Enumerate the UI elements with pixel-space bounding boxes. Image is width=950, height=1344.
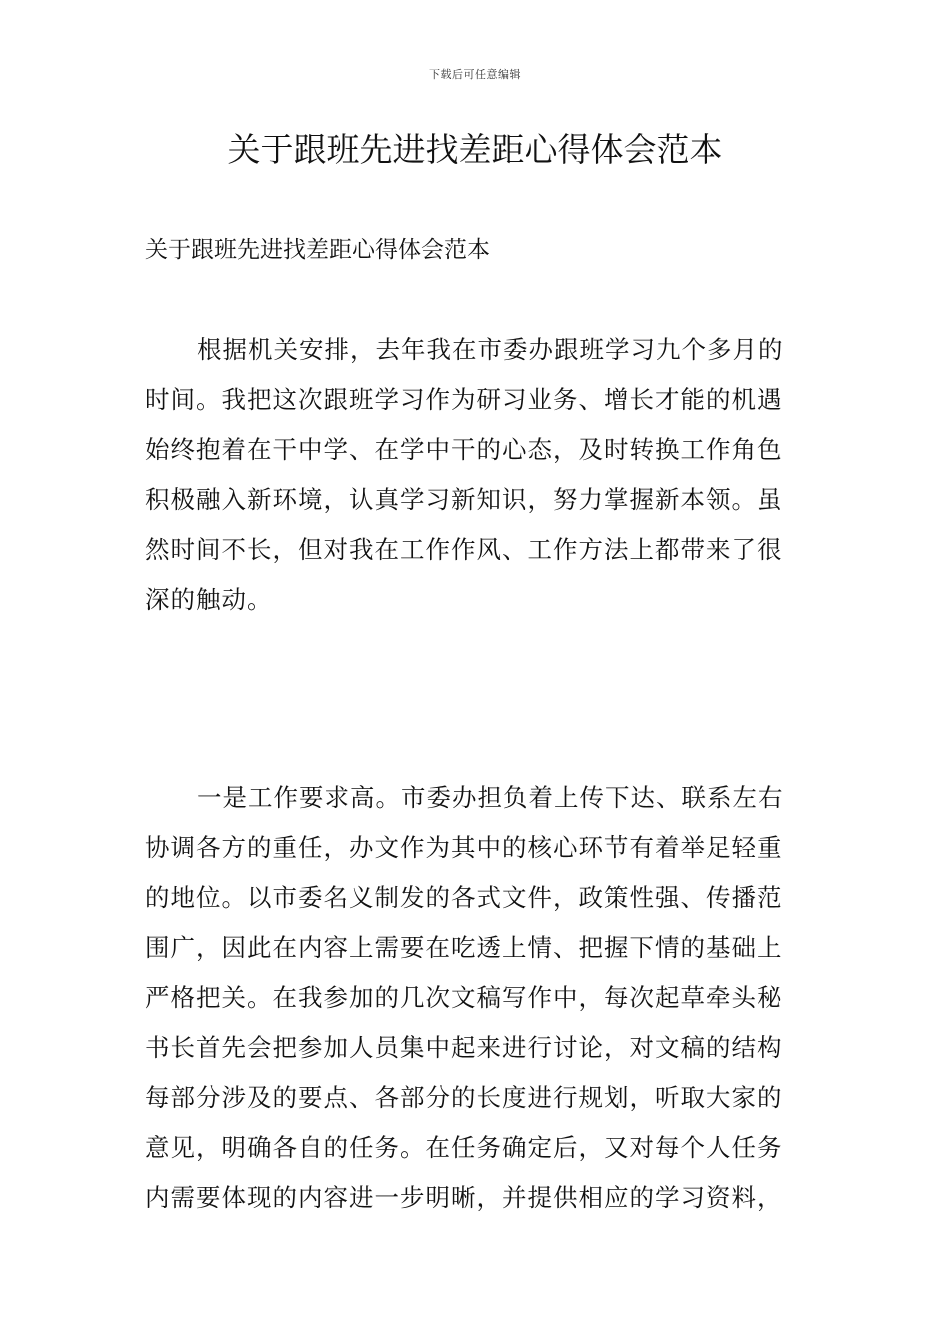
paragraph-line: 意见，明确各自的任务。在任务确定后，又对每个人任务 — [145, 1133, 783, 1162]
paragraph-1 — [145, 325, 809, 625]
paragraph-line: 一是工作要求高。市委办担负着上传下达、联系左右 — [197, 783, 784, 812]
document-subtitle: 关于跟班先进找差距心得体会范本 — [145, 237, 490, 263]
paragraph-line: 深的触动。 — [145, 585, 273, 614]
paragraph-line: 每部分涉及的要点、各部分的长度进行规划，听取大家的 — [145, 1083, 783, 1112]
paragraph-line: 根据机关安排，去年我在市委办跟班学习九个多月的 — [197, 335, 784, 364]
paragraph-line: 围广，因此在内容上需要在吃透上情、把握下情的基础上 — [145, 933, 783, 962]
paragraph-line: 书长首先会把参加人员集中起来进行讨论，对文稿的结构 — [145, 1033, 783, 1062]
paragraph-line: 协调各方的重任，办文作为其中的核心环节有着举足轻重 — [145, 833, 783, 862]
document-title: 关于跟班先进找差距心得体会范本 — [227, 130, 723, 169]
paragraph-line: 然时间不长，但对我在工作作风、工作方法上都带来了很 — [145, 535, 783, 564]
paragraph-line: 的地位。以市委名义制发的各式文件，政策性强、传播范 — [145, 883, 783, 912]
paragraph-line: 时间。我把这次跟班学习作为研习业务、增长才能的机遇 — [145, 385, 783, 414]
paragraph-line: 始终抱着在干中学、在学中干的心态，及时转换工作角色 — [145, 435, 783, 464]
header-note: 下载后可任意编辑 — [429, 68, 521, 81]
paragraph-2 — [145, 773, 809, 1223]
paragraph-line: 严格把关。在我参加的几次文稿写作中，每次起草牵头秘 — [145, 983, 783, 1012]
paragraph-line: 积极融入新环境，认真学习新知识，努力掌握新本领。虽 — [145, 485, 783, 514]
paragraph-line: 内需要体现的内容进一步明晰，并提供相应的学习资料， — [145, 1183, 783, 1212]
